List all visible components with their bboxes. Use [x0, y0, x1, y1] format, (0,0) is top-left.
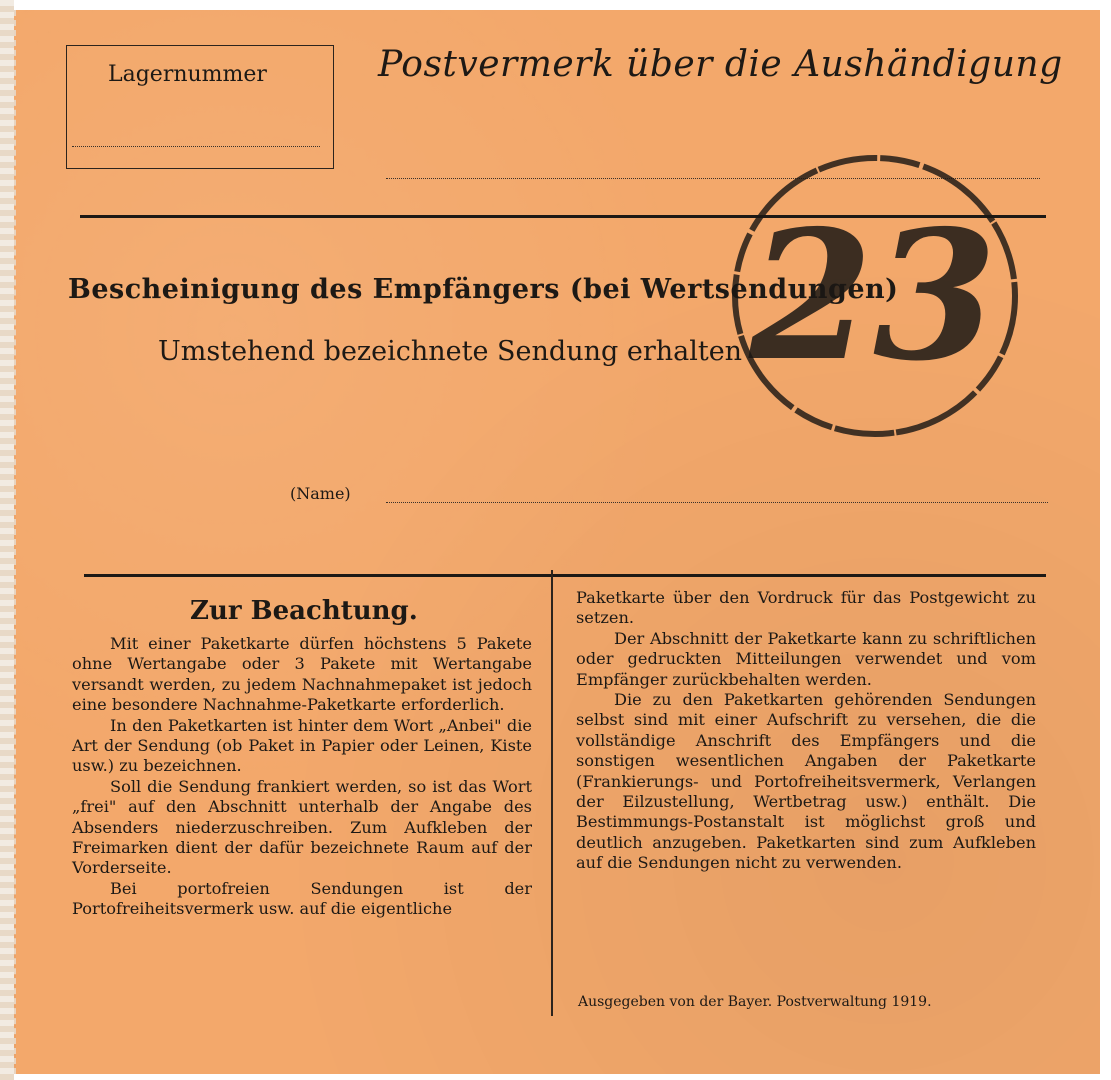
notice-paragraph: Mit einer Paketkarte dürfen höchstens 5 Pakete ohne Wertangabe oder 3 Pakete mit Wertangabe versandt werden, zu jedem Nachnahmepaket ist jedoch eine besondere Nachnahme-Paketkarte erforderlich.: [72, 634, 532, 715]
notice-paragraph: Bei portofreien Sendungen ist der Portofreiheitsvermerk usw. auf die eigentliche: [72, 878, 532, 919]
notice-heading: Zur Beachtung.: [190, 596, 418, 626]
lagernummer-label: Lagernummer: [108, 62, 267, 87]
notice-paragraph: Der Abschnitt der Paketkarte kann zu schriftlichen oder gedruckten Mitteilungen verwendet und vom Empfänger zurückbehalten werden.: [576, 628, 1036, 689]
notice-left-column: [72, 634, 532, 920]
bescheinigung-subtitle: Umstehend bezeichnete Sendung erhalten: [158, 336, 743, 367]
postvermerk-title: Postvermerk über die Aushändigung: [378, 44, 1063, 85]
perforated-left-edge: [0, 0, 14, 1080]
notice-paragraph: Soll die Sendung frankiert werden, so ist das Wort „frei" auf den Abschnitt unterhalb der Angabe des Absenders niederzuschreiben. Zum Aufkleben der Freimarken dient der dafür bezeichnete Raum auf der Vorderseite.: [72, 776, 532, 878]
notice-right-column: [576, 588, 1036, 874]
notice-paragraph: Paketkarte über den Vordruck für das Postgewicht zu setzen.: [576, 588, 1036, 628]
bescheinigung-title: Bescheinigung des Empfängers (bei Wertsendungen): [68, 274, 899, 305]
postmark-stamp: [723, 150, 1023, 444]
name-label: (Name): [290, 484, 351, 503]
notice-paragraph: Die zu den Paketkarten gehörenden Sendungen selbst sind mit einer Aufschrift zu versehen, die die vollständige Anschrift des Empfängers und die sonstigen wesentlichen Angaben der Paketkarte (Frankierungs- und Portofreiheitsvermerk, Verlangen der Eilzustellung, Wertbetrag usw.) enthält. Die Bestimmungs-Postanstalt ist möglichst groß und deutlich anzugeben. Paketkarten sind zum Aufkleben auf die Sendungen nicht zu verwenden.: [576, 690, 1036, 873]
issued-by-line: Ausgegeben von der Bayer. Postverwaltung 1919.: [578, 994, 932, 1010]
name-signature-line: [386, 502, 1048, 503]
lower-divider-rule: [84, 574, 1046, 577]
lagernummer-dotted-line: [72, 146, 320, 147]
column-divider: [551, 570, 553, 1016]
postmark-number: 23: [749, 191, 997, 400]
notice-paragraph: In den Paketkarten ist hinter dem Wort „Anbei" die Art der Sendung (ob Paket in Papier oder Leinen, Kiste usw.) zu bezeichnen.: [72, 715, 532, 776]
